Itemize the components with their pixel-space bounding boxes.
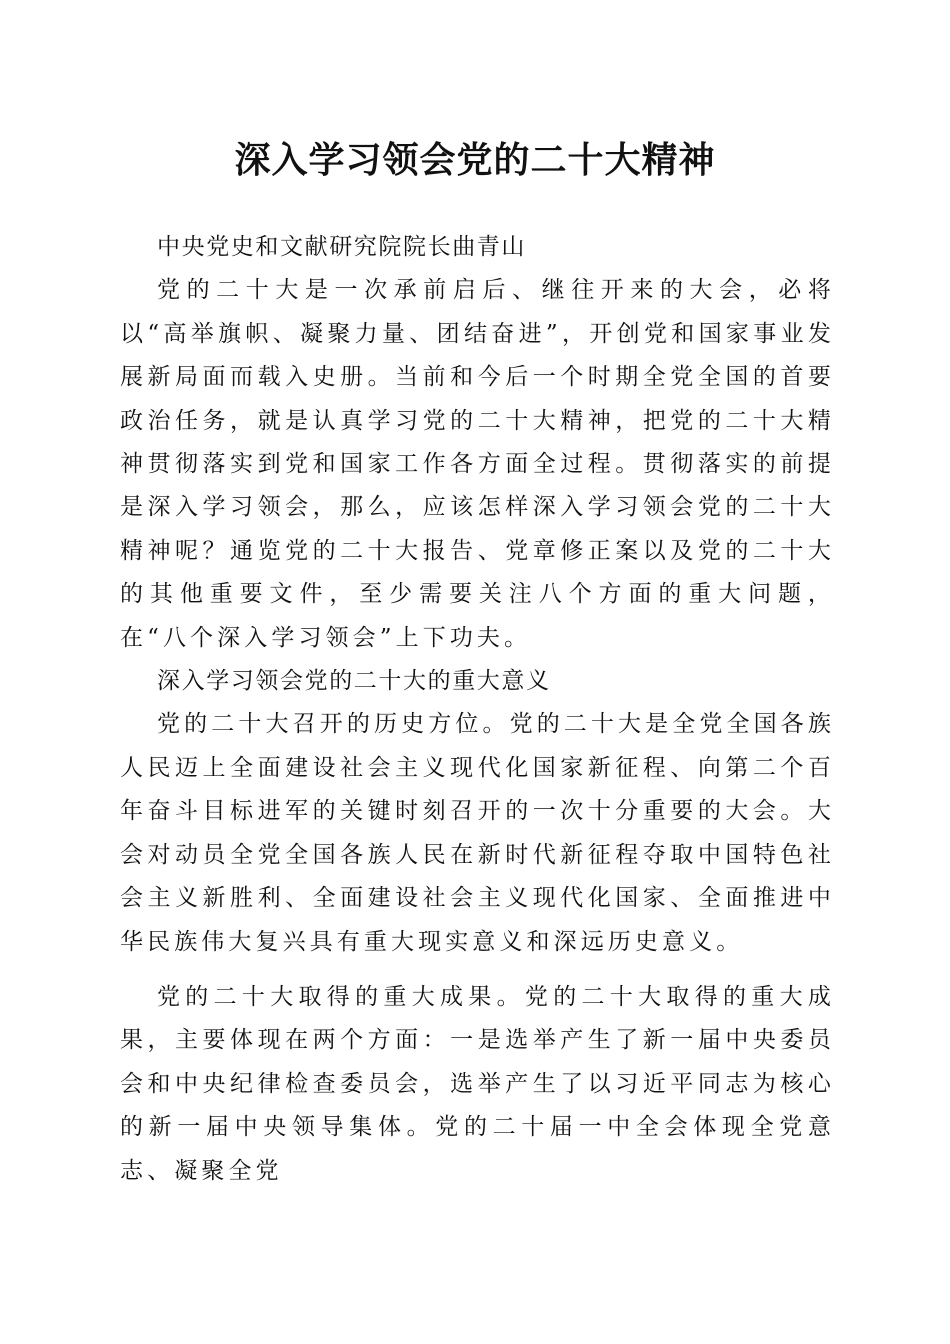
section-heading: 深入学习领会党的二十大的重大意义: [157, 668, 551, 695]
document-body: [120, 226, 835, 1193]
section-paragraph-2: 党的二十大取得的重大成果。党的二十大取得的重大成果，主要体现在两个方面：一是选举产生了新一届中央委员会和中央纪律检查委员会，选举产生了以习近平同志为核心的新一届中央领导集体。党的二十届一中全会体现全党意志、凝聚全党: [120, 983, 835, 1184]
section-paragraph-1: 党的二十大召开的历史方位。党的二十大是全党全国各族人民迈上全面建设社会主义现代化国家新征程、向第二个百年奋斗目标进军的关键时刻召开的一次十分重要的大会。大会对动员全党全国各族人民在新时代新征程夺取中国特色社会主义新胜利、全面建设社会主义现代化国家、全面推进中华民族伟大复兴具有重大现实意义和深远历史意义。: [120, 711, 835, 955]
document-title: 深入学习领会党的二十大精神: [234, 139, 716, 181]
author-line: 中央党史和文献研究院院长曲青山: [157, 234, 526, 260]
intro-paragraph: 党的二十大是一次承前启后、继往开来的大会，必将以“高举旗帜、凝聚力量、团结奋进”，开创党和国家事业发展新局面而载入史册。当前和今后一个时期全党全国的首要政治任务，就是认真学习党的二十大精神，把党的二十大精神贯彻落实到党和国家工作各方面全过程。贯彻落实的前提是深入学习领会，那么，应该怎样深入学习领会党的二十大精神呢？通览党的二十大报告、党章修正案以及党的二十大的其他重要文件，至少需要关注八个方面的重大问题，在“八个深入学习领会”上下功夫。: [120, 277, 835, 651]
